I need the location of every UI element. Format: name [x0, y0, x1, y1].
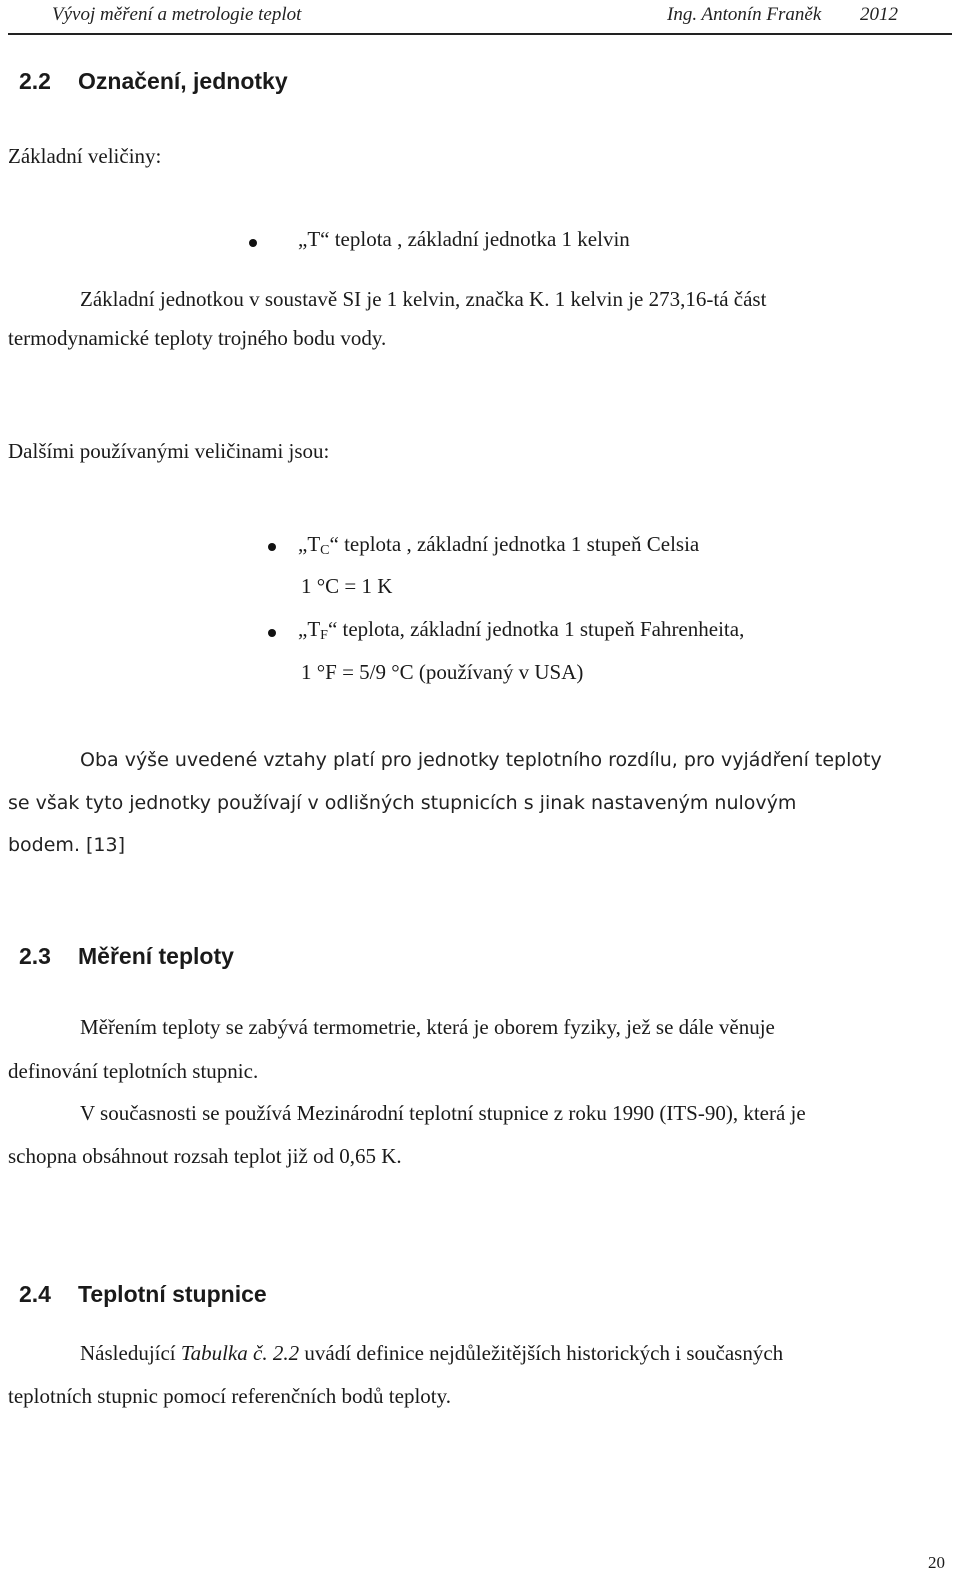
bullet-item-tc: [298, 532, 699, 557]
tf-subscript: F: [320, 628, 328, 643]
bullet-icon: [268, 629, 276, 637]
following-text: Následující: [80, 1341, 181, 1365]
si-paragraph-line-1: Základní jednotkou v soustavě SI je 1 kelvin, značka K. 1 kelvin je 273,16-tá část: [80, 287, 767, 311]
measurement-paragraph-line-2: definování teplotních stupnic.: [8, 1059, 259, 1083]
running-header-title: Vývoj měření a metrologie teplot: [52, 4, 302, 25]
section-title: Označení, jednotky: [78, 68, 288, 94]
bullet-icon: [268, 543, 276, 551]
section-number: 2.4: [19, 1281, 51, 1307]
its90-paragraph-line-1: V současnosti se používá Mezinárodní teplotní stupnice z roku 1990 (ITS-90), která je: [80, 1101, 806, 1125]
table-reference: Tabulka č. 2.2: [180, 1341, 300, 1365]
page-number: 20: [928, 1553, 945, 1572]
its90-paragraph-line-2: schopna obsáhnout rozsah teplot již od 0,65 K.: [8, 1144, 402, 1168]
bullet-item-tf: [298, 617, 744, 642]
running-header-author: Ing. Antonín Franěk: [667, 4, 822, 25]
header-rule: [8, 33, 952, 35]
tf-symbol: „T: [298, 617, 321, 641]
tc-symbol: „T: [298, 532, 321, 556]
bullet-icon: [249, 239, 257, 247]
tc-description: “ teplota , základní jednotka 1 stupeň Celsia: [329, 532, 700, 556]
basic-quantities-label: Základní veličiny:: [8, 144, 162, 168]
section-title: Měření teploty: [78, 943, 234, 969]
tf-description: “ teplota, základní jednotka 1 stupeň Fahrenheita,: [327, 617, 745, 641]
running-header-year: 2012: [860, 4, 898, 25]
measurement-paragraph-line-1: Měřením teploty se zabývá termometrie, která je oborem fyziky, jež se dále věnuje: [80, 1015, 775, 1039]
si-paragraph-line-2: termodynamické teploty trojného bodu vody.: [8, 326, 387, 350]
following-table-line-2: teplotních stupnic pomocí referenčních bodů teploty.: [8, 1384, 452, 1408]
fahrenheit-equation: 1 °F = 5/9 °C (používaný v USA): [301, 660, 584, 684]
bullet-item-t: „T“ teplota , základní jednotka 1 kelvin: [298, 227, 630, 251]
celsius-equation: 1 °C = 1 K: [301, 574, 393, 598]
other-quantities-label: Dalšími používanými veličinami jsou:: [8, 439, 330, 463]
both-relations-line-3: bodem. [13]: [8, 834, 126, 856]
section-number: 2.3: [19, 943, 51, 969]
section-number: 2.2: [19, 68, 51, 94]
following-table-line-1: [80, 1341, 783, 1366]
both-relations-line-1: Oba výše uvedené vztahy platí pro jednotky teplotního rozdílu, pro vyjádření teploty: [80, 749, 882, 771]
both-relations-line-2: se však tyto jednotky používají v odlišných stupnicích s jinak nastaveným nulovým: [8, 792, 797, 814]
following-text-rest: uvádí definice nejdůležitějších historických i současných: [299, 1341, 784, 1365]
section-title: Teplotní stupnice: [78, 1281, 267, 1307]
tc-subscript: C: [320, 543, 330, 558]
